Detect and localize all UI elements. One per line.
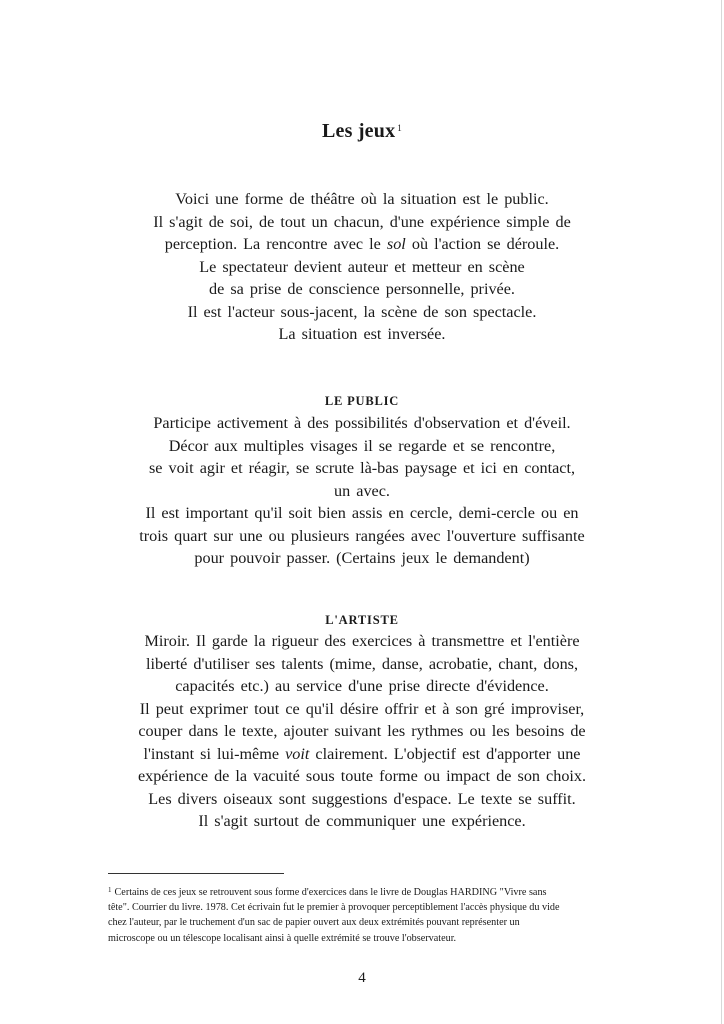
text-line: Il est important qu'il soit bien assis en cercle, demi-cercle ou en [145,504,579,522]
footnote-divider [108,873,284,874]
text-line: un avec. [334,481,390,500]
text-line: Il peut exprimer tout ce qu'il désire offrir et à son gré improviser, [139,699,585,718]
section-heading-artiste: L'ARTISTE [325,613,399,627]
footnote-reference: 1 [397,123,402,133]
text-line: trois quart sur une ou plusieurs rangées avec l'ouverture suffisante [139,526,585,545]
text-line: Voici une forme de théâtre où la situation est le public. [175,190,549,208]
emphasized-word: voit [285,744,310,763]
text-line: Miroir. Il garde la rigueur des exercices à transmettre et l'entière [144,632,580,650]
public-paragraph [100,412,624,570]
footnote-text [108,883,626,946]
text-line: Il s'agit de soi, de tout un chacun, d'une expérience simple de [153,212,571,231]
text-line: de sa prise de conscience personnelle, privée. [209,280,515,298]
artiste-paragraph [100,630,624,833]
text-line: Les divers oiseaux sont suggestions d'espace. Le texte se suffit. [148,789,576,808]
text-segment: perception. La rencontre avec le [164,235,387,253]
text-line: se voit agir et réagir, se scrute là-bas paysage et ici en contact, [148,459,576,477]
text-line: Participe activement à des possibilités d'observation et d'éveil. [153,414,571,432]
text-line: pour pouvoir passer. (Certains jeux le demandent) [194,549,530,567]
footnote-line-text: tête". Courrier du livre. 1978. Cet écrivain fut le premier à provoquer perceptiblement l'accès physique du vide [108,902,560,914]
page-title [0,120,724,143]
footnote-line [108,915,626,930]
page-number: 4 [358,970,366,986]
footnote-number: 1 [108,886,112,894]
footnote-line-text: chez l'auteur, par le truchement d'un sac de papier ouvert aux deux extrémités pouvant représenter un [108,917,520,929]
title-text: Les jeux [322,120,396,142]
page-edge [721,0,722,1024]
text-line: Décor aux multiples visages il se regarde et se rencontre, [168,436,556,455]
text-line: liberté d'utiliser ses talents (mime, danse, acrobatie, chant, dons, [145,654,579,673]
footnote-line-text: Certains de ces jeux se retrouvent sous forme d'exercices dans le livre de Douglas HARDING "Vivre sans [114,887,547,898]
text-line: capacités etc.) au service d'une prise directe d'évidence. [175,677,549,695]
text-line [100,743,624,766]
text-segment: où l'action se déroule. [405,235,560,253]
footnote-line [108,883,626,900]
intro-paragraph [90,188,634,346]
footnote [108,883,626,946]
text-line: Il s'agit surtout de communiquer une expérience. [198,812,526,830]
text-segment: l'instant si lui-même [143,744,286,763]
text-line: couper dans le texte, ajouter suivant les rythmes ou les besoins de [138,722,586,740]
footnote-line-text: microscope ou un télescope localisant ainsi à quelle extrémité se trouve l'observateur. [108,932,457,944]
text-segment: clairement. L'objectif est d'apporter une [309,744,581,763]
text-line [90,233,634,256]
text-line: Le spectateur devient auteur et metteur en scène [199,257,525,276]
text-line: expérience de la vacuité sous toute forme ou impact de son choix. [137,767,587,785]
emphasized-word: sol [386,235,406,253]
footnote-line [108,931,626,946]
footnote-line [108,900,626,915]
section-heading-public: LE PUBLIC [324,394,400,408]
text-line: La situation est inversée. [278,325,446,343]
text-line: Il est l'acteur sous-jacent, la scène de son spectacle. [187,302,537,321]
